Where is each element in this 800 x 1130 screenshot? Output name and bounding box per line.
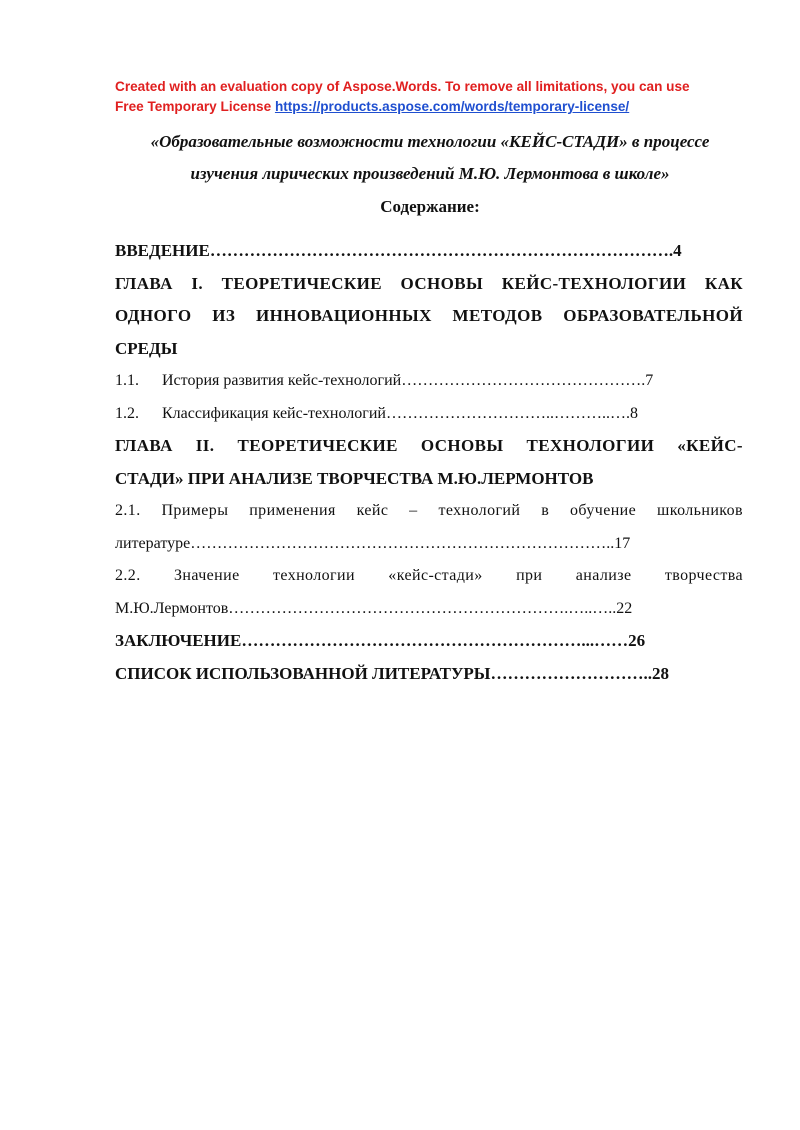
toc-heading: Содержание:	[380, 197, 480, 216]
section-number: 1.2.	[115, 404, 139, 422]
document-title-line1: «Образовательные возможности технологии «КЕЙС-СТАДИ» в процессе	[150, 132, 710, 151]
section-title: История развития кейс-технологий……………………………………….7	[162, 372, 654, 389]
document-title	[100, 126, 760, 190]
toc-entry-section-2-1-line2: литературе……………………………………………………………………..17	[115, 534, 631, 552]
toc-entry-chapter1-line3: СРЕДЫ	[115, 338, 178, 358]
toc-entry-chapter1-line2: ОДНОГО ИЗ ИННОВАЦИОННЫХ МЕТОДОВ ОБРАЗОВАТЕЛЬНОЙ	[115, 306, 743, 325]
evaluation-notice	[115, 77, 755, 117]
toc-entry-introduction: ВВЕДЕНИЕ……………………………………………………………………….4	[115, 241, 682, 260]
toc-entry-chapter2-line1: ГЛАВА II. ТЕОРЕТИЧЕСКИЕ ОСНОВЫ ТЕХНОЛОГИИ «КЕЙС-	[115, 436, 743, 455]
toc-entry-section-2-2-line1: 2.2. Значение технологии «кейс-стади» при анализе творчества	[115, 567, 743, 584]
document-title-line2: изучения лирических произведений М.Ю. Лермонтова в школе»	[190, 164, 670, 183]
toc-entry-section-1-1	[115, 365, 743, 398]
toc-entry-chapter1-line1: ГЛАВА I. ТЕОРЕТИЧЕСКИЕ ОСНОВЫ КЕЙС-ТЕХНОЛОГИИ КАК	[115, 273, 743, 293]
table-of-contents	[115, 235, 743, 690]
section-title: Классификация кейс-технологий…………………………..………..….8	[162, 404, 638, 422]
evaluation-notice-line1: Created with an evaluation copy of Aspose.Words. To remove all limitations, you can use	[115, 79, 690, 94]
toc-entry-chapter2-line2: СТАДИ» ПРИ АНАЛИЗЕ ТВОРЧЕСТВА М.Ю.ЛЕРМОНТОВ	[115, 468, 594, 488]
toc-entry-references: СПИСОК ИСПОЛЬЗОВАННОЙ ЛИТЕРАТУРЫ………………………..28	[115, 663, 669, 683]
evaluation-notice-line2	[115, 97, 755, 117]
section-number: 1.1.	[115, 372, 139, 389]
toc-entry-section-2-1-line1: 2.1. Примеры применения кейс – технологий в обучение школьников	[115, 502, 743, 519]
toc-entry-section-2-2-line2: М.Ю.Лермонтов……………………………………………………….…..…..22	[115, 599, 633, 617]
temporary-license-link[interactable]: https://products.aspose.com/words/temporary-license/	[274, 99, 630, 114]
toc-entry-section-1-2	[115, 398, 743, 431]
license-label: Free Temporary License	[115, 99, 272, 114]
toc-entry-conclusion: ЗАКЛЮЧЕНИЕ……………………………………………………...……26	[115, 631, 646, 650]
